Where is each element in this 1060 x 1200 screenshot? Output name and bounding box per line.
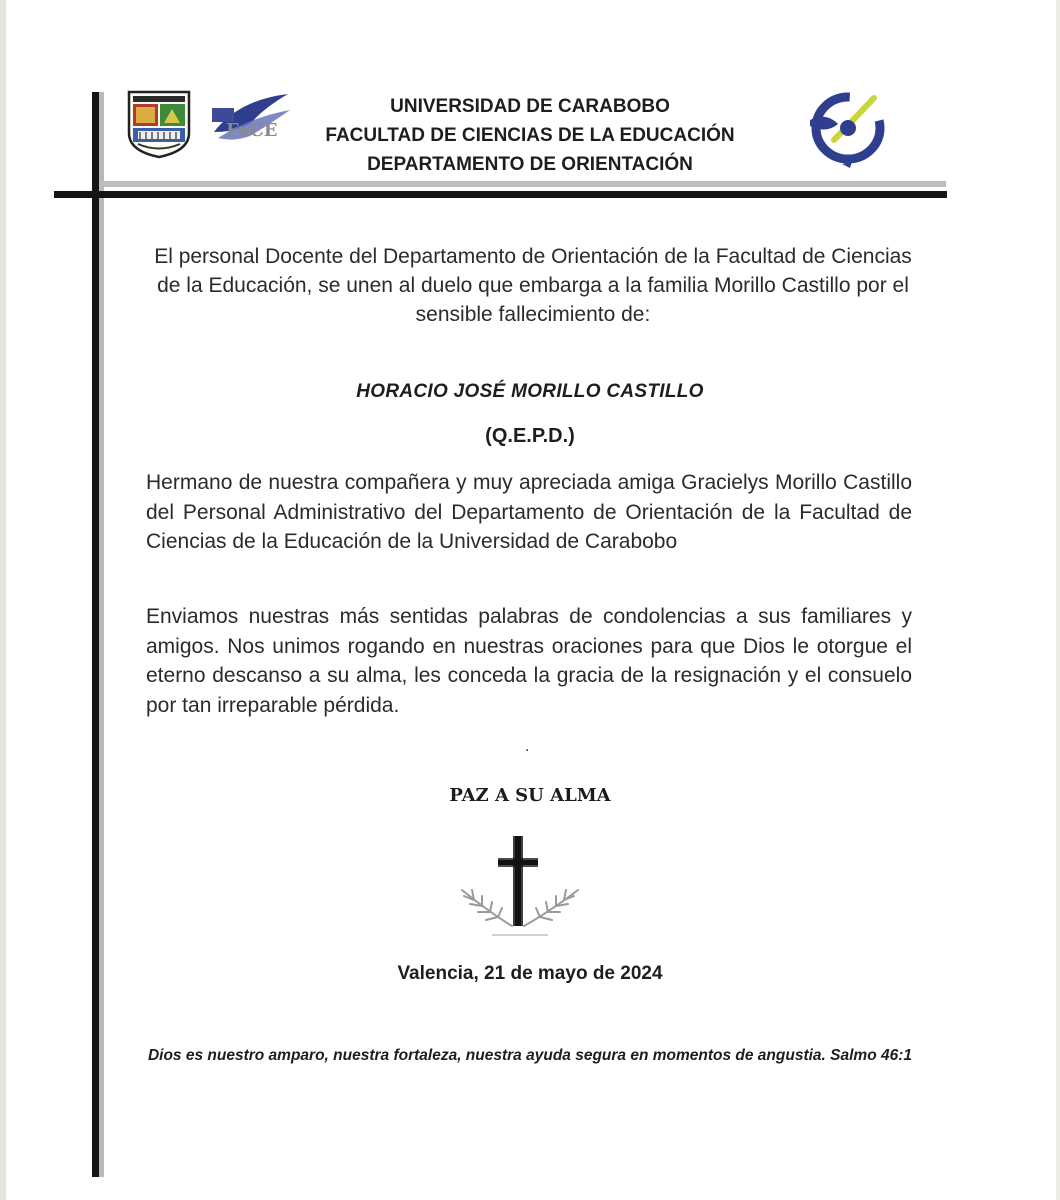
psalm-quote: Dios es nuestro amparo, nuestra fortaleza, nuestra ayuda segura en momentos de angustia. Salmo 46:1 (147, 1047, 913, 1064)
orientation-logo-icon (806, 90, 886, 172)
peace-heading: PAZ A SU ALMA (449, 785, 611, 806)
svg-text:FaCE: FaCE (226, 120, 278, 141)
university-name: UNIVERSIDAD DE CARABOBO (390, 96, 670, 117)
horizontal-border-shadow (100, 181, 946, 187)
institution-header (300, 92, 760, 179)
page-left-edge (0, 0, 6, 1200)
page-right-edge (1056, 0, 1060, 1200)
horizontal-border-bar (54, 191, 947, 198)
relationship-paragraph: Hermano de nuestra compañera y muy apreciada amiga Gracielys Morillo Castillo del Personal Administrativo del Departamento de Orientación de la Facultad de Ciencias de la Educación de la Universidad de Carabobo (146, 471, 912, 553)
date-location: Valencia, 21 de mayo de 2024 (397, 963, 663, 984)
department-name: DEPARTAMENTO DE ORIENTACIÓN (367, 154, 693, 175)
qepd-label: (Q.E.P.D.) (485, 425, 575, 447)
faculty-name: FACULTAD DE CIENCIAS DE LA EDUCACIÓN (325, 125, 735, 146)
faculty-logo-icon (208, 92, 292, 148)
cross-icon (454, 834, 584, 944)
separator-dot: . (525, 738, 530, 755)
condolence-paragraph: Enviamos nuestras más sentidas palabras de condolencias a sus familiares y amigos. Nos unimos rogando en nuestras oraciones para que Dios le otorgue el eterno descanso a su alma, les conceda la gracia de la resignación y el consuelo por tan irreparable pérdida. (146, 605, 912, 717)
deceased-name: HORACIO JOSÉ MORILLO CASTILLO (356, 381, 704, 402)
vertical-border-bar (92, 92, 99, 1177)
university-seal-icon (126, 89, 192, 159)
intro-paragraph: El personal Docente del Departamento de Orientación de la Facultad de Ciencias de la Educación, se unen al duelo que embarga a la familia Morillo Castillo por el sensible fallecimiento de: (154, 245, 912, 326)
